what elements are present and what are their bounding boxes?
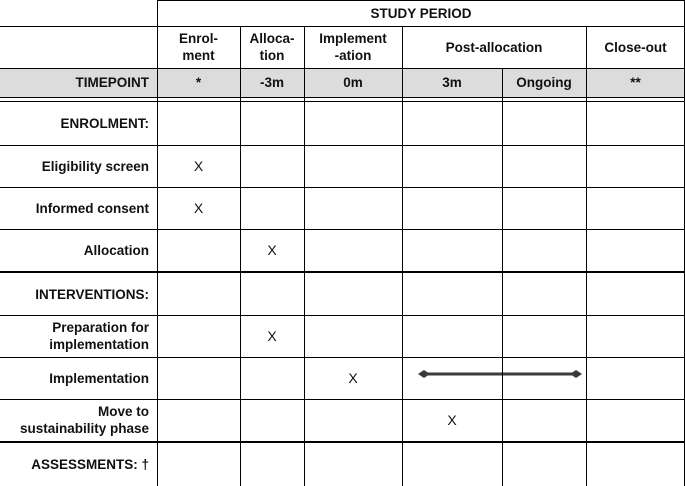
rule-col-ongoing — [586, 26, 587, 486]
row-label-allocation: Allocation — [83, 242, 149, 258]
section-interventions-title: INTERVENTIONS: — [35, 286, 149, 302]
rule-top — [157, 0, 685, 1]
rule-col-implementation — [402, 26, 403, 486]
rule-header-2 — [0, 68, 685, 69]
column-header-close-out: Close-out — [604, 39, 667, 55]
duration-arrow — [418, 368, 582, 380]
rule-section-divider — [0, 441, 685, 443]
row-label-preparation: Preparation for implementation — [49, 320, 149, 352]
column-header-allocation: Alloca- tion — [249, 31, 295, 63]
mark-allocation-allocation: X — [267, 241, 277, 258]
column-header-post-allocation: Post-allocation — [445, 39, 543, 55]
timepoint-enrolment: * — [157, 68, 240, 97]
timepoint-close-out: ** — [586, 68, 685, 97]
timepoint-3m: 3m — [402, 68, 502, 97]
timepoint-implementation: 0m — [304, 68, 402, 97]
rule-col-allocation — [304, 26, 305, 486]
mark-sustainability-3m: X — [447, 411, 457, 428]
rule-section-divider — [0, 271, 685, 273]
rule-section-start — [0, 101, 685, 102]
column-header-enrolment: Enrol- ment — [179, 31, 218, 63]
row-label-informed-consent: Informed consent — [35, 200, 149, 216]
column-header-implementation: Implement -ation — [319, 31, 387, 63]
rule-row — [0, 399, 685, 400]
rule-header-1 — [0, 26, 685, 27]
rule-col-enrolment — [240, 26, 241, 486]
rule-row — [0, 315, 685, 316]
rule-row — [0, 145, 685, 146]
rule-col-3m — [502, 68, 503, 486]
section-enrolment-title: ENROLMENT: — [60, 116, 149, 131]
row-label-eligibility-screen: Eligibility screen — [41, 158, 149, 174]
timepoint-allocation: -3m — [240, 68, 304, 97]
row-label-implementation: Implementation — [49, 370, 149, 386]
row-label-sustainability: Move to sustainability phase — [19, 404, 149, 436]
rule-row — [0, 187, 685, 188]
timepoint-ongoing: Ongoing — [502, 68, 586, 97]
mark-consent-enrolment: X — [193, 199, 204, 216]
mark-implementation-0m: X — [348, 369, 358, 386]
mark-eligibility-enrolment: X — [193, 157, 204, 174]
mark-preparation-allocation: X — [267, 327, 277, 344]
section-assessments-title: ASSESSMENTS: † — [31, 457, 149, 472]
study-period-header: STUDY PERIOD — [370, 5, 472, 21]
rule-row — [0, 229, 685, 230]
timepoint-label: TIMEPOINT — [0, 68, 157, 97]
rule-timepoint-bottom — [0, 97, 685, 98]
rule-row — [0, 357, 685, 358]
rule-col-label — [157, 0, 158, 486]
